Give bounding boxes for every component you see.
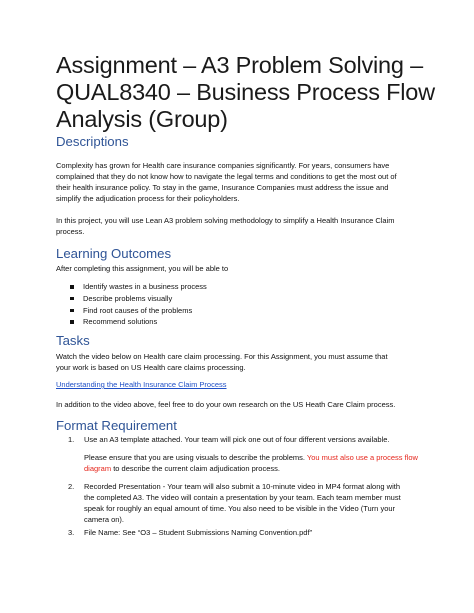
text-line: process.	[56, 227, 85, 236]
tasks-paragraph-2	[56, 399, 422, 410]
learning-outcomes-heading: Learning Outcomes	[56, 246, 172, 261]
descriptions-paragraph-1	[56, 160, 422, 204]
title-line: Assignment – A3 Problem Solving –	[56, 52, 423, 78]
item-number: 2.	[68, 482, 75, 491]
bullet-icon	[70, 309, 74, 313]
item-number: 1.	[68, 435, 75, 444]
title-line: QUAL8340 – Business Process Flow	[56, 79, 435, 105]
descriptions-heading: Descriptions	[56, 134, 129, 149]
note-text: Please ensure that you are using visuals to describe the problems.	[84, 453, 307, 462]
learning-outcomes-intro	[56, 263, 422, 274]
video-link[interactable]: Understanding the Health Insurance Claim Process	[56, 380, 227, 389]
tasks-link-line	[56, 379, 422, 390]
text-line: simplify the adjudication process for their policyholders.	[56, 194, 240, 203]
item-text: the completed A3. The video will contain a presentation by your team. Each team member must	[84, 493, 401, 502]
text-line: In this project, you will use Lean A3 problem solving methodology to simplify a Health Insurance Claim	[56, 216, 395, 225]
list-item-text: Recommend solutions	[83, 317, 158, 327]
text-line	[84, 463, 418, 474]
item-text: Recorded Presentation - Your team will also submit a 10-minute video in MP4 format along with	[84, 482, 400, 491]
text-line: In addition to the video above, feel free to do your own research on the US Heath Care Claim process.	[56, 400, 396, 409]
item-text: Use an A3 template attached. Your team will pick one out of four different versions available.	[84, 435, 390, 444]
text-line: their health insurance policy. To stay in the game, Insurance Companies must address the issue and	[56, 183, 389, 192]
list-item	[68, 293, 207, 305]
format-note	[84, 452, 418, 474]
list-item-text: Find root causes of the problems	[83, 305, 193, 315]
list-item	[68, 281, 207, 293]
list-item-text: Describe problems visually	[83, 293, 173, 303]
item-number: 3.	[68, 528, 75, 537]
text-line: Watch the video below on Health care claim processing. For this Assignment, you must assume that	[56, 352, 388, 361]
list-item	[68, 316, 207, 328]
learning-outcomes-list	[68, 281, 207, 328]
text-line: Complexity has grown for Health care insurance companies significantly. For years, consumers have	[56, 161, 390, 170]
note-emphasis: diagram	[84, 464, 112, 473]
text-line: complained that they do not know how to navigate the legal terms and conditions to get the most out of	[56, 172, 397, 181]
bullet-icon	[70, 297, 74, 301]
text-line: your work is based on US Health care claims processing.	[56, 363, 246, 372]
bullet-icon	[70, 320, 74, 324]
document-title	[56, 52, 436, 133]
text-line: After completing this assignment, you will be able to	[56, 264, 229, 273]
bullet-icon	[70, 285, 74, 289]
format-heading: Format Requirement	[56, 418, 177, 433]
descriptions-paragraph-2	[56, 215, 422, 237]
note-emphasis: You must also use a process flow	[306, 453, 418, 462]
item-text: File Name: See “O3 – Student Submissions Naming Convention.pdf”	[84, 528, 313, 537]
title-line: Analysis (Group)	[56, 106, 228, 132]
item-text: speak for roughly an equal amount of time. You also need to be visible in the Video (Turn your	[84, 504, 396, 513]
tasks-heading: Tasks	[56, 333, 90, 348]
text-line	[84, 452, 418, 463]
item-text: camera on).	[84, 515, 125, 524]
list-item	[68, 305, 207, 317]
list-item-text: Identify wastes in a business process	[83, 282, 207, 291]
tasks-paragraph-1	[56, 351, 422, 373]
note-text: to describe the current claim adjudication process.	[111, 464, 280, 473]
